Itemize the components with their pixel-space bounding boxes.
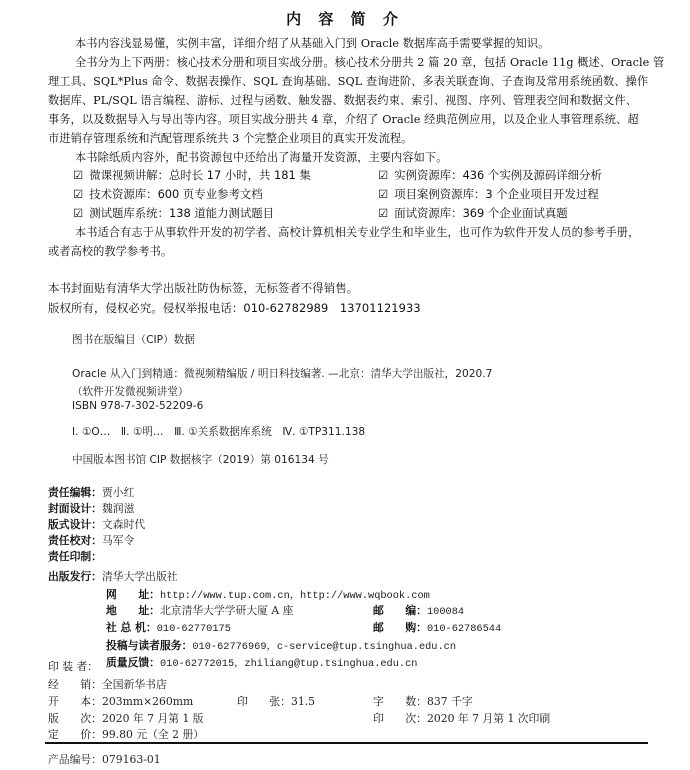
credit-row — [48, 549, 102, 564]
product-number-value: 079163-01 — [101, 753, 161, 766]
page-title: 内 容 简 介 — [286, 10, 404, 28]
switchboard-key: 社 总 机： — [106, 621, 157, 634]
format-value: 203mm×260mm — [101, 695, 194, 708]
cip-series-line: （软件开发微视频讲堂） — [72, 386, 189, 398]
sheets-key: 印 张： — [237, 695, 291, 708]
edition-value: 2020 年 7 月第 1 版 — [101, 712, 204, 725]
checkbox-checked-icon: ☑ — [73, 168, 84, 182]
intro-paragraph-2-line: 市进销存管理系统和汽配管理系统共 3 个完整企业项目的真实开发流程。 — [48, 132, 413, 145]
intro-paragraph-3: 本书除纸质内容外，配书资源包中还给出了海量开发资源，主要内容如下。 — [75, 151, 448, 164]
distributor-value: 全国新华书店 — [101, 678, 167, 691]
credit-row — [48, 517, 145, 532]
quality-feedback-row — [106, 654, 417, 670]
resource-label: 微课视频讲解：总时长 17 小时，共 181 集 — [89, 168, 311, 182]
website-row — [106, 586, 430, 602]
printer-key: 印 装 者： — [48, 660, 99, 673]
format-row — [48, 694, 193, 709]
price-key: 定 价： — [48, 728, 102, 741]
edition-key: 版 次： — [48, 712, 102, 725]
reader-service-value: 010-62776969，c-service@tup.tsinghua.edu.cn — [192, 641, 457, 653]
impression-key: 印 次： — [373, 712, 427, 725]
postcode-key: 邮 编： — [373, 604, 427, 617]
cip-bibliographic-line: Oracle 从入门到精通：微视频精编版 / 明日科技编著. —北京：清华大学出版社，2020.7 — [72, 368, 493, 380]
intro-paragraph-2-line: 数据库、PL/SQL 语言编程、游标、过程与函数、触发器、数据表约束、索引、视图、序列、管理表空间和数据文件、 — [48, 94, 638, 107]
printer-row — [48, 659, 98, 674]
resource-label: 项目案例资源库：3 个企业项目开发过程 — [394, 187, 599, 201]
checkbox-checked-icon: ☑ — [73, 206, 84, 220]
resource-item — [378, 167, 602, 183]
anti-counterfeit-notice: 本书封面贴有清华大学出版社防伪标签，无标签者不得销售。 — [48, 281, 359, 295]
impression-row — [373, 711, 550, 726]
credit-value: 贾小红 — [101, 486, 135, 499]
intro-paragraph-2-line: 理工具、SQL*Plus 命令、数据表操作、SQL 查询基础、SQL 查询进阶、多表关联查询、子查询及常用系统函数、操作 — [48, 75, 649, 88]
words-value: 837 千字 — [426, 695, 473, 708]
mailorder-value: 010-62786544 — [426, 623, 502, 635]
quality-feedback-value: 010-62772015，zhiliang@tup.tsinghua.edu.cn — [159, 658, 418, 670]
website-key: 网 址： — [106, 588, 160, 601]
resource-label: 面试资源库：369 个企业面试真题 — [394, 206, 568, 220]
sheets-row — [237, 694, 315, 709]
credit-value: 魏润滋 — [101, 502, 135, 515]
edition-row — [48, 711, 204, 726]
resource-item — [73, 167, 311, 183]
resource-item — [378, 186, 599, 202]
resource-label: 实例资源库：436 个实例及源码详细分析 — [394, 168, 602, 182]
checkbox-checked-icon: ☑ — [73, 187, 84, 201]
credit-row — [48, 501, 134, 516]
cip-heading: 图书在版编目（CIP）数据 — [72, 334, 195, 346]
credit-value: 文森时代 — [101, 518, 146, 531]
credit-row — [48, 485, 134, 500]
distributor-row — [48, 677, 167, 692]
reader-service-key: 投稿与读者服务： — [106, 639, 193, 652]
switchboard-value: 010-62770175 — [156, 623, 231, 635]
intro-paragraph-4-line: 或者高校的教学参考书。 — [48, 245, 173, 258]
checkbox-checked-icon: ☑ — [378, 187, 389, 201]
format-key: 开 本： — [48, 695, 102, 708]
resource-label: 测试题库系统：138 道能力测试题目 — [89, 206, 275, 220]
resource-label: 技术资源库：600 页专业参考文档 — [89, 187, 263, 201]
postcode-value: 100084 — [426, 606, 465, 618]
intro-paragraph-1: 本书内容浅显易懂，实例丰富，详细介绍了从基础入门到 Oracle 数据库高手需要掌握的知识。 — [75, 37, 550, 50]
reader-service-row — [106, 637, 456, 653]
price-row — [48, 727, 204, 742]
credit-key: 责任印制： — [48, 550, 102, 563]
checkbox-checked-icon: ☑ — [378, 168, 389, 182]
intro-paragraph-2-line: 全书分为上下两册：核心技术分册和项目实战分册。核心技术分册共 2 篇 20 章，包括 Oracle 11g 概述、Oracle 管 — [75, 56, 665, 69]
mailorder-key: 邮 购： — [373, 621, 427, 634]
words-key: 字 数： — [373, 695, 427, 708]
cip-record-number: 中国版本图书馆 CIP 数据核字（2019）第 016134 号 — [72, 454, 329, 466]
website-value: http://www.tup.com.cn，http://www.wqbook.com — [159, 590, 430, 602]
quality-feedback-key: 质量反馈： — [106, 656, 160, 669]
resource-item — [73, 186, 263, 202]
address-value: 北京清华大学学研大厦 A 座 — [159, 604, 294, 617]
product-number-key: 产品编号： — [48, 753, 102, 766]
publisher-key: 出版发行： — [48, 570, 102, 583]
switchboard-row — [106, 620, 231, 635]
cip-classification: Ⅰ. ①O… Ⅱ. ①明… Ⅲ. ①关系数据库系统 Ⅳ. ①TP311.138 — [72, 426, 366, 438]
copyright-notice: 版权所有，侵权必究。侵权举报电话：010-62782989 13701121933 — [48, 301, 421, 315]
credit-value: 马军令 — [101, 534, 135, 547]
impression-value: 2020 年 7 月第 1 次印刷 — [426, 712, 551, 725]
mailorder-row — [373, 620, 501, 635]
checkbox-checked-icon: ☑ — [378, 206, 389, 220]
sheets-value: 31.5 — [290, 695, 316, 708]
credit-key: 版式设计： — [48, 518, 102, 531]
cip-isbn: ISBN 978-7-302-52209-6 — [72, 400, 204, 412]
resource-item — [378, 205, 568, 221]
publisher-name: 清华大学出版社 — [101, 570, 178, 583]
credit-key: 责任校对： — [48, 534, 102, 547]
publisher-row — [48, 569, 178, 584]
credit-key: 责任编辑： — [48, 486, 102, 499]
credit-row — [48, 533, 134, 548]
distributor-key: 经 销： — [48, 678, 102, 691]
postcode-row — [373, 603, 464, 618]
intro-paragraph-4-line: 本书适合有志于从事软件开发的初学者、高校计算机相关专业学生和毕业生，也可作为软件开发人员的参考手册， — [75, 226, 640, 239]
horizontal-rule — [45, 742, 648, 744]
intro-paragraph-2-line: 事务，以及数据导入与导出等内容。项目实战分册共 4 章，介绍了 Oracle 经典范例应用，以及企业人事管理系统、超 — [48, 113, 639, 126]
credit-key: 封面设计： — [48, 502, 102, 515]
words-row — [373, 694, 473, 709]
resource-item — [73, 205, 274, 221]
address-key: 地 址： — [106, 604, 160, 617]
product-number-row — [48, 752, 161, 767]
address-row — [106, 603, 293, 618]
price-value: 99.80 元（全 2 册） — [101, 728, 205, 741]
